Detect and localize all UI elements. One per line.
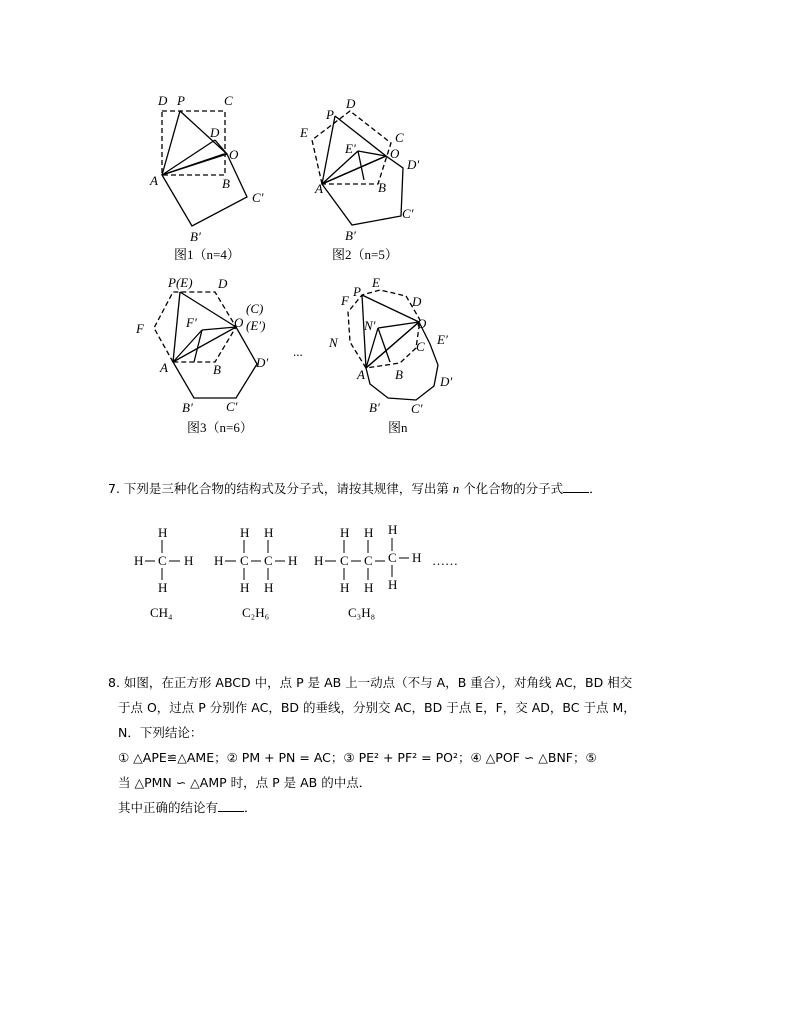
fig1-label-B: B	[222, 176, 230, 191]
q8-end: ．	[244, 800, 257, 815]
q8-block	[108, 670, 708, 820]
q7-stem: 下列是三种化合物的结构式及分子式，请按其规律，写出第	[123, 481, 449, 496]
fign-label-C: C	[416, 339, 425, 354]
figure-n	[330, 270, 470, 425]
fign-label-E-prime: E′	[437, 332, 448, 347]
fig1-label-A: A	[150, 173, 158, 188]
fig1-label-D: D	[158, 93, 168, 108]
fig3-label-F: F	[136, 321, 144, 336]
svg-text:H: H	[364, 525, 374, 540]
q8-line1: 如图，在正方形 ABCD 中，点 P 是 AB 上一动点（不与 A，B 重合），对角线 AC，BD 相交	[123, 675, 633, 690]
figures-ellipsis: ...	[293, 344, 303, 359]
svg-text:H: H	[240, 525, 250, 540]
fign-label-O: O	[417, 316, 427, 331]
svg-text:H: H	[158, 525, 168, 540]
fig3-label-B: B	[213, 362, 221, 377]
svg-text:H: H	[388, 522, 398, 537]
svg-text:C: C	[340, 553, 349, 568]
fign-label-N: N	[329, 335, 338, 350]
fig1-label-P: P	[177, 93, 185, 108]
svg-text:H: H	[364, 580, 374, 595]
fign-label-A: A	[357, 367, 365, 382]
q7-number: 7.	[108, 481, 120, 496]
q7-end: ．	[589, 481, 602, 496]
fig3-label-E-prime-paren: (E′)	[246, 318, 266, 333]
q8-line2: 于点 O，过点 P 分别作 AC，BD 的垂线，分别交 AC，BD 于点 E，F，交 AD，BC 于点 M，	[118, 700, 636, 715]
fig2-label-A: A	[315, 181, 323, 196]
fign-label-C-prime: C′	[411, 401, 423, 416]
svg-text:C: C	[364, 553, 373, 568]
svg-text:C: C	[240, 553, 249, 568]
figure-1	[140, 88, 280, 263]
fign-label-D: D	[412, 294, 422, 309]
fig2-label-O: O	[390, 146, 400, 161]
fig2-label-D-prime: D′	[407, 157, 420, 172]
fig3-label-PE: P(E)	[168, 275, 193, 290]
svg-text:H: H	[288, 553, 298, 568]
formula-2: C₂H₆	[242, 605, 270, 620]
fig2-label-B: B	[378, 180, 386, 195]
q8-answer-blank[interactable]	[218, 799, 244, 812]
figure-2	[300, 88, 440, 263]
fig3-label-D-prime: D′	[256, 355, 269, 370]
svg-text:H: H	[158, 580, 168, 595]
svg-text:H: H	[314, 553, 324, 568]
q7-var: n	[452, 482, 460, 496]
fig2-label-E: E	[300, 125, 308, 140]
fig1-label-O: O	[229, 147, 239, 162]
fig3-label-D: D	[218, 276, 228, 291]
q8-line6: 其中正确的结论有	[118, 800, 219, 815]
formula-1: CH₄	[150, 605, 173, 620]
q7-stem-end: 个化合物的分子式	[463, 481, 564, 496]
fig3-label-B-prime: B′	[182, 400, 193, 415]
q8-number: 8.	[108, 675, 120, 690]
svg-text:H: H	[184, 553, 194, 568]
q8-line4: ① △APE≌△AME；② PM + PN = AC；③ PE² + PF² = PO²；④ △POF ∽ △BNF；⑤	[118, 750, 597, 765]
fig2-label-E-prime: E′	[345, 141, 356, 156]
fig3-label-C-paren: (C)	[246, 301, 264, 316]
fign-label-B-prime: B′	[369, 400, 380, 415]
svg-text:C: C	[264, 553, 273, 568]
fign-caption: 图n	[388, 420, 408, 435]
figure-3	[140, 270, 290, 425]
fig3-label-O: O	[234, 315, 244, 330]
chem-structures	[128, 520, 468, 600]
fig1-caption: 图1（n=4）	[174, 247, 240, 262]
svg-text:H: H	[264, 525, 274, 540]
formula-3: C₃H₈	[348, 605, 376, 620]
svg-text:C: C	[158, 553, 167, 568]
q8-line3: N．下列结论：	[118, 725, 203, 740]
svg-text:H: H	[340, 525, 350, 540]
q8-line5: 当 △PMN ∽ △AMP 时，点 P 是 AB 的中点．	[118, 775, 372, 790]
chem-dots: ……	[432, 553, 458, 568]
fig3-label-C-prime: C′	[226, 399, 238, 414]
svg-text:H: H	[412, 550, 422, 565]
svg-text:H: H	[134, 553, 144, 568]
fig1-label-C-prime: C′	[252, 190, 264, 205]
fig1-label-D2: D	[210, 125, 220, 140]
svg-text:C: C	[388, 550, 397, 565]
fig2-label-C-prime: C′	[402, 206, 414, 221]
fig3-label-A: A	[160, 360, 168, 375]
fign-label-N-prime: N′	[364, 318, 376, 333]
q7-text	[108, 476, 602, 502]
fig3-label-F-prime: F′	[186, 315, 197, 330]
q7-answer-blank[interactable]	[563, 480, 589, 493]
svg-text:H: H	[214, 553, 224, 568]
fign-label-B: B	[395, 367, 403, 382]
fig2-caption: 图2（n=5）	[332, 247, 398, 262]
svg-text:H: H	[240, 580, 250, 595]
fig2-label-B-prime: B′	[345, 228, 356, 243]
svg-text:H: H	[388, 577, 398, 592]
fign-label-E: E	[372, 275, 380, 290]
fign-label-F: F	[341, 293, 349, 308]
svg-text:H: H	[340, 580, 350, 595]
svg-text:H: H	[264, 580, 274, 595]
fig2-label-P: P	[326, 107, 334, 122]
fig1-label-B-prime: B′	[190, 229, 201, 244]
fign-label-D-prime: D′	[440, 374, 453, 389]
fig3-caption: 图3（n=6）	[187, 420, 253, 435]
fign-label-P: P	[353, 284, 361, 299]
fig1-label-C: C	[224, 93, 233, 108]
fig2-label-D: D	[346, 96, 356, 111]
fig2-label-C: C	[395, 130, 404, 145]
